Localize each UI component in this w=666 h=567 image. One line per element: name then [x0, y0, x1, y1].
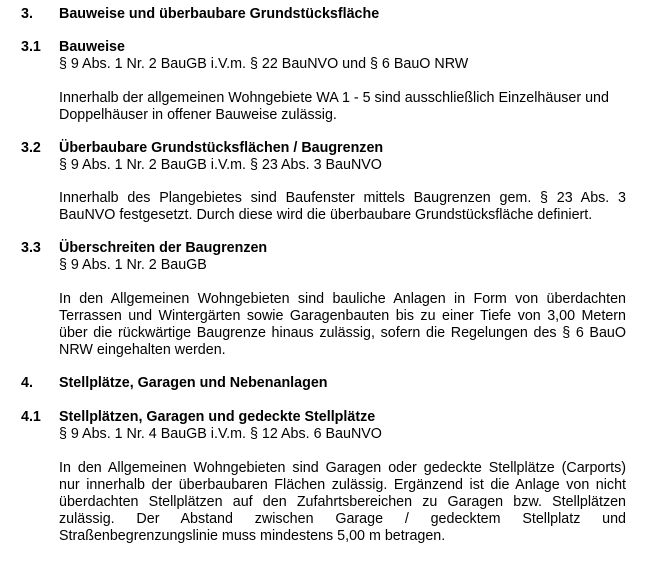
subsection-title: Überschreiten der Baugrenzen [59, 240, 268, 256]
legal-reference: § 9 Abs. 1 Nr. 2 BauGB i.V.m. § 22 BauNVO und § 6 BauO NRW [59, 56, 469, 72]
paragraph-line: zulässig. Der Abstand zwischen Garage / gedecktem Stellplatz und [59, 511, 626, 527]
legal-reference: § 9 Abs. 1 Nr. 2 BauGB [59, 257, 207, 273]
paragraph [59, 190, 626, 224]
paragraph-line: nur innerhalb der überbaubaren Flächen zulässig. Ergänzend ist die Anlage von nicht [59, 477, 626, 493]
section-title: Bauweise und überbaubare Grundstücksfläche [59, 6, 380, 22]
subsection-number: 3.1 [21, 39, 41, 55]
paragraph-line: Terrassen und Wintergärten sowie Garagenbauten bis zu einer Tiefe von 3,00 Metern [59, 308, 626, 324]
paragraph-line: über die rückwärtige Baugrenze hinaus zulässig, sofern die Regelungen des § 6 BauO [59, 325, 626, 341]
paragraph-line: Doppelhäuser in offener Bauweise zulässig. [59, 107, 337, 123]
section-number: 3. [21, 6, 33, 22]
subsection-number: 4.1 [21, 409, 41, 425]
paragraph-line: überdachten Stellplätzen auf den Zufahrtsbereichen zu Garagen bzw. Stellplätzen [59, 494, 626, 510]
subsection-title: Überbaubare Grundstücksflächen / Baugrenzen [59, 140, 384, 156]
paragraph-line: BauNVO festgesetzt. Durch diese wird die überbaubare Grundstücksfläche definiert. [59, 207, 593, 223]
paragraph-line: In den Allgemeinen Wohngebieten sind Garagen oder gedeckte Stellplätze (Carports) [59, 460, 626, 476]
section-title: Stellplätze, Garagen und Nebenanlagen [59, 375, 328, 391]
paragraph [59, 90, 626, 124]
legal-reference: § 9 Abs. 1 Nr. 4 BauGB i.V.m. § 12 Abs. 6 BauNVO [59, 426, 382, 442]
subsection-number: 3.2 [21, 140, 41, 156]
paragraph-line: In den Allgemeinen Wohngebieten sind bauliche Anlagen in Form von überdachten [59, 291, 626, 307]
subsection-number: 3.3 [21, 240, 41, 256]
paragraph-line: NRW eingehalten werden. [59, 342, 226, 358]
paragraph [59, 460, 626, 545]
paragraph-line: Innerhalb der allgemeinen Wohngebiete WA 1 - 5 sind ausschließlich Einzelhäuser und [59, 90, 609, 106]
subsection-title: Stellplätzen, Garagen und gedeckte Stellplätze [59, 409, 376, 425]
section-number: 4. [21, 375, 33, 391]
subsection-title: Bauweise [59, 39, 125, 55]
paragraph-line: Innerhalb des Plangebietes sind Baufenster mittels Baugrenzen gem. § 23 Abs. 3 [59, 190, 626, 206]
legal-reference: § 9 Abs. 1 Nr. 2 BauGB i.V.m. § 23 Abs. 3 BauNVO [59, 157, 382, 173]
paragraph [59, 291, 626, 359]
paragraph-line: Straßenbegrenzungslinie muss mindestens 5,00 m betragen. [59, 528, 446, 544]
